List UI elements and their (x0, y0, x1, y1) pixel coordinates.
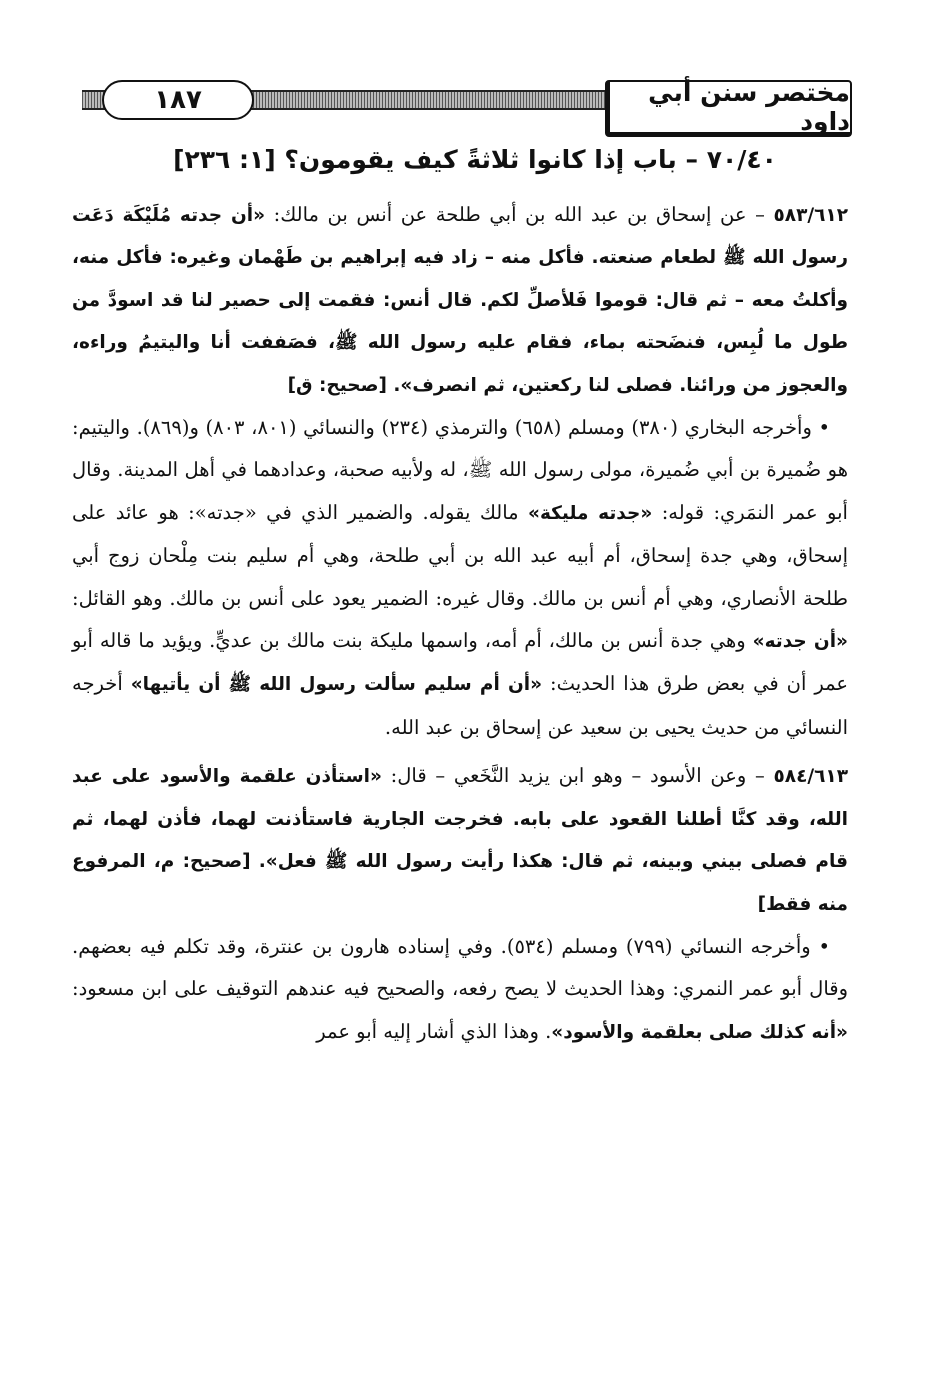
page-content (72, 194, 848, 1054)
note-bold: «أنه كذلك صلى بعلقمة والأسود» (551, 1021, 848, 1043)
note-bold: «أن أم سليم سألت رسول الله ﷺ أن يأتيها» (130, 674, 543, 696)
page-number: ١٨٧ (102, 80, 254, 120)
hadith-text: «استأذن علقمة والأسود على عبد الله، وقد كنَّا أطلنا القعود على بابه. فخرجت الجارية فاستأذنت لهما، فأذن لهما، ثم قام فصلى بيني وبينه، ثم قال: هكذا رأيت رسول الله ﷺ فعل». [صحيح: م، المرفوع منه فقط] (72, 766, 848, 915)
hadith-613 (72, 755, 848, 926)
hadith-text: «أن جدته مُلَيْكَة دَعَت رسول الله ﷺ لطعام صنعته. فأكل منه – زاد فيه إبراهيم بن طَهْمان وغيره: فأكل منه، وأكلتُ معه – ثم قال: قوموا فَلأصلِّ لكم. قال أنس: فقمت إلى حصير لنا قد اسودَّ من طول ما لُبِس، فنضَحته بماء، فقام عليه رسول الله ﷺ، فصَففت أنا واليتيمُ وراءه، والعجوز من ورائنا. فصلى لنا ركعتين، ثم انصرف». [صحيح: ق] (72, 205, 848, 396)
note-bold: «جدته مليكة» (528, 502, 653, 524)
hadith-chain: – عن إسحاق بن عبد الله بن أبي طلحة عن أنس بن مالك: (265, 203, 774, 226)
note-text: . وهذا الذي أشار إليه أبو عمر (316, 1019, 552, 1043)
note-612 (72, 407, 848, 749)
note-text: أخرجه النسائي من حديث يحيى بن سعيد عن إسحاق بن عبد الله. (72, 672, 848, 739)
note-text: • وأخرجه النسائي (٧٩٩) ومسلم (٥٣٤). وفي إسناده هارون بن عنترة، وقد تكلم فيه بعضهم. وقال أبو عمر النمري: وهذا الحديث لا يصح رفعه، والصحيح فيه عندهم التوقيف على ابن مسعود: (72, 934, 848, 1001)
note-text: • وأخرجه البخاري (٣٨٠) ومسلم (٦٥٨) والترمذي (٢٣٤) والنسائي (٨٠١، ٨٠٣) و(٨٦٩). واليتيم: هو ضُميرة بن أبي ضُميرة، مولى رسول الله ﷺ، له ولأبيه صحبة، وعدادهما في أهل المدينة. وقال أبو عمر النمَري: قوله: (72, 416, 848, 524)
note-613 (72, 926, 848, 1054)
note-text: وهي جدة أنس بن مالك، أم أمه، واسمها مليكة بنت مالك بن عديٍّ. ويؤيد ما قاله أبو عمر أن في بعض طرق هذا الحديث: (72, 629, 848, 696)
hadith-612 (72, 194, 848, 407)
hadith-number: ٥٨٣/٦١٢ (773, 205, 848, 226)
note-bold: «أن جدته» (752, 631, 848, 653)
page-header (82, 80, 852, 134)
note-text: مالك يقوله. والضمير الذي في «جدته»: هو عائد على إسحاق، وهي جدة إسحاق، أم أبيه عبد الله بن أبي طلحة، وهي أم سليم بنت مِلْحان زوج أبي طلحة الأنصاري، وهي أم أنس بن مالك. وقال غيره: الضمير يعود على أنس بن مالك. وهو القائل: (72, 500, 848, 610)
book-title: مختصر سنن أبي داود (605, 80, 852, 137)
hadith-number: ٥٨٤/٦١٣ (773, 766, 848, 788)
chapter-heading: ٧٠/٤٠ – باب إذا كانوا ثلاثةً كيف يقومون؟ [١: ٢٣٦] (173, 145, 777, 174)
hadith-chain: – وعن الأسود – وهو ابن يزيد النَّخَعي – قال: (381, 764, 774, 788)
